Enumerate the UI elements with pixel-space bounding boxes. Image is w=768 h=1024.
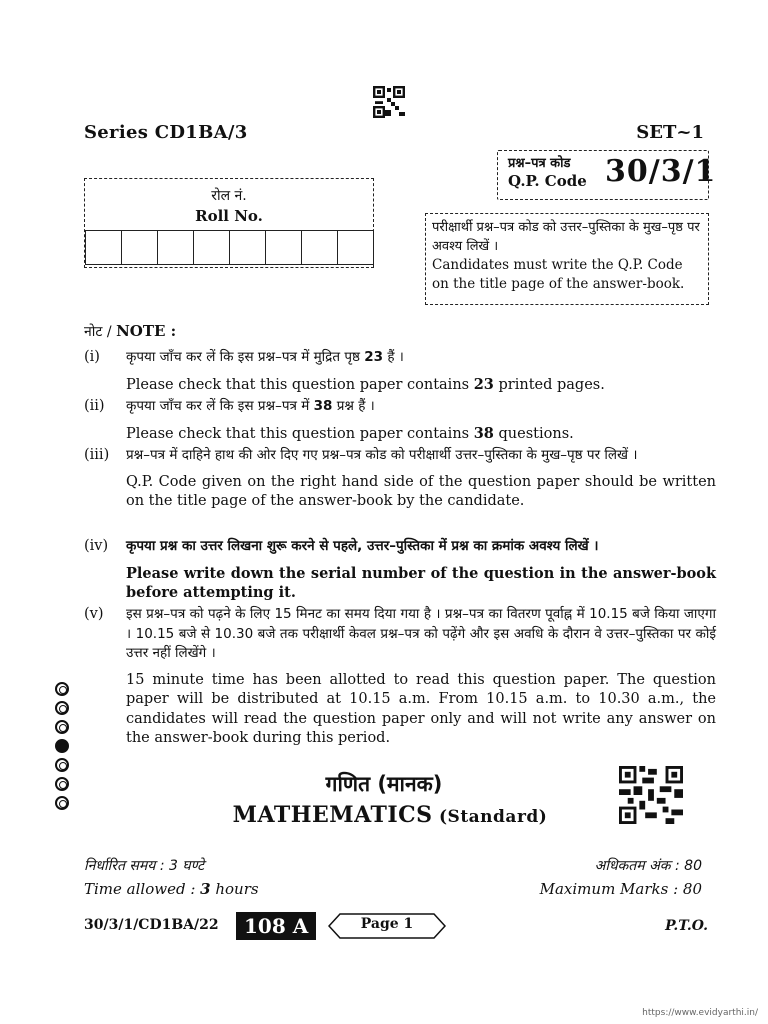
page-number: Page 1 [360, 916, 414, 932]
qp-code-label: Q.P. Code [508, 172, 587, 190]
qp-code-value: 30/3/1 [605, 154, 717, 189]
maximum-marks: Maximum Marks : 80 [539, 880, 702, 898]
roll-cell[interactable] [265, 230, 302, 265]
set-number: SET~1 [636, 122, 704, 143]
note-heading: नोट / NOTE : [84, 322, 177, 340]
note-item-english: Please check that this question paper contains 23 printed pages. [126, 375, 605, 393]
qr-code-icon [373, 86, 405, 118]
note-item [84, 348, 716, 395]
roll-number-label: Roll No. [195, 207, 263, 225]
note-item-hindi: कृपया जाँच कर लें कि इस प्रश्न–पत्र में 38 प्रश्न हैं । [126, 398, 375, 414]
instruction-english: Candidates must write the Q.P. Code on the title page of the answer-book. [432, 257, 685, 292]
subject-title: MATHEMATICS (Standard) [232, 802, 548, 828]
page-number-tag [328, 913, 446, 939]
subject-title-hindi: गणित (मानक) [325, 772, 443, 796]
note-item [84, 605, 716, 749]
note-item-hindi: इस प्रश्न–पत्र को पढ़ने के लिए 15 मिनट का समय दिया गया है । प्रश्न–पत्र का वितरण पूर्वाह्न में 10.15 बजे किया जाएगा । 10.15 बजे से 10.30 बजे तक परीक्षार्थी केवल प्रश्न–पत्र को पढ़ेंगे और इस अवधि के दौरान वे उत्तर–पुस्तिका पर कोई उत्तर नहीं लिखेंगे । [126, 606, 716, 661]
roll-cell[interactable] [157, 230, 194, 265]
note-item [84, 397, 716, 444]
note-item [84, 537, 716, 603]
roll-number-label-hindi: रोल नं. [211, 188, 247, 204]
filled-circle-icon [55, 739, 69, 753]
roll-cell[interactable] [85, 230, 122, 265]
note-item-english: Q.P. Code given on the right hand side of the question paper should be written on the title page of the answer-book by the candidate. [126, 473, 716, 509]
maximum-marks-hindi: अधिकतम अंक : 80 [594, 858, 702, 874]
roll-cell[interactable] [337, 230, 374, 265]
qp-code-label-hindi: प्रश्न–पत्र कोड [508, 156, 571, 171]
please-turn-over: P.T.O. [665, 918, 708, 934]
note-item-english: 15 minute time has been allotted to read this question paper. The question paper will be distributed at 10.15 a.m. From 10.15 a.m. to 10.30 a.m., the candidates will read the question paper only and will not write any answer on the answer-book during this period. [126, 671, 716, 746]
roll-number-cells [86, 230, 374, 265]
qr-code-icon [619, 766, 683, 824]
note-item-number: (ii) [84, 398, 105, 414]
note-item-hindi: कृपया प्रश्न का उत्तर लिखना शुरू करने से पहले, उत्तर–पुस्तिका में प्रश्न का क्रमांक अवश्य लिखें । [126, 538, 599, 554]
roll-cell[interactable] [121, 230, 158, 265]
roll-cell[interactable] [301, 230, 338, 265]
note-item-hindi: प्रश्न–पत्र में दाहिने हाथ की ओर दिए गए प्रश्न–पत्र कोड को परीक्षार्थी उत्तर–पुस्तिका के मुख–पृष्ठ पर लिखें । [126, 447, 638, 463]
note-item-hindi: कृपया जाँच कर लें कि इस प्रश्न–पत्र में मुद्रित पृष्ठ 23 हैं । [126, 349, 404, 365]
qp-code-instruction-box [425, 213, 709, 305]
note-item [84, 446, 716, 512]
instruction-hindi: परीक्षार्थी प्रश्न–पत्र कोड को उत्तर–पुस्तिका के मुख–पृष्ठ पर अवश्य लिखें । [432, 220, 700, 254]
note-item-english: Please write down the serial number of the question in the answer-book before attempting it. [126, 564, 716, 601]
circle-icon [55, 682, 69, 696]
note-item-number: (i) [84, 349, 100, 365]
circle-icon [55, 701, 69, 715]
watermark-url[interactable]: https://www.evidyarthi.in/ [642, 1008, 758, 1018]
note-item-english: Please check that this question paper contains 38 questions. [126, 424, 574, 442]
version-badge: 108 A [236, 912, 316, 940]
time-allowed-hindi: निर्धारित समय : 3 घण्टे [84, 858, 205, 874]
roll-cell[interactable] [193, 230, 230, 265]
note-item-number: (v) [84, 606, 104, 622]
time-allowed: Time allowed : 3 hours [84, 880, 259, 898]
note-item-number: (iii) [84, 447, 110, 463]
note-item-number: (iv) [84, 538, 109, 554]
series-code: Series CD1BA/3 [84, 122, 248, 143]
circle-icon [55, 720, 69, 734]
paper-code: 30/3/1/CD1BA/22 [84, 917, 219, 933]
roll-cell[interactable] [229, 230, 266, 265]
